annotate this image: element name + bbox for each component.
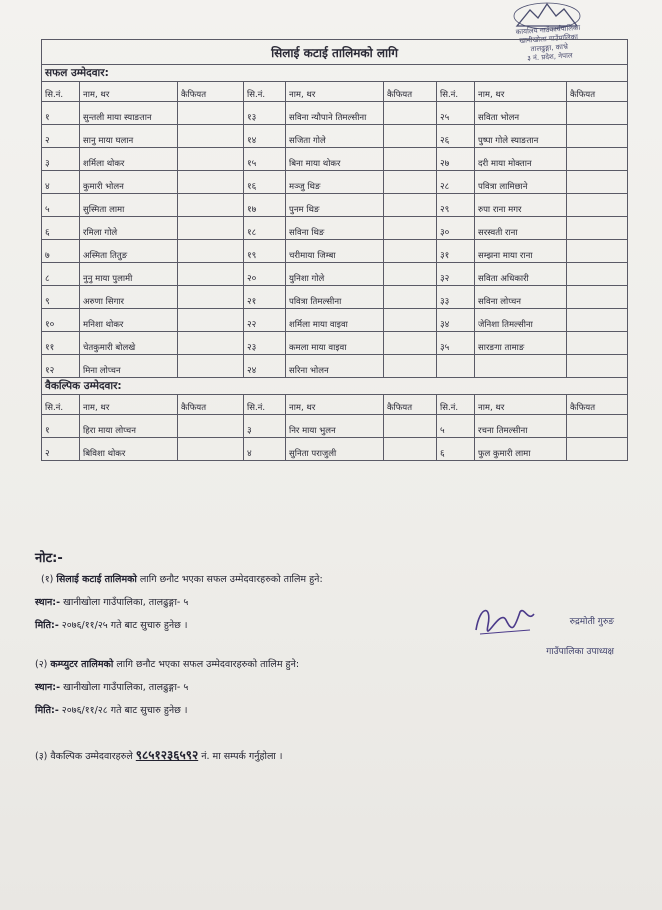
table-row xyxy=(42,148,628,171)
col-header-name: नाम, थर xyxy=(475,82,567,102)
remarks-cell xyxy=(567,332,628,355)
serial-number-cell: १४ xyxy=(244,125,286,148)
serial-number-cell: १२ xyxy=(42,355,80,378)
remarks-cell xyxy=(178,438,244,461)
header-row xyxy=(42,395,628,415)
candidate-name-cell: सारङगा तामाङ xyxy=(475,332,567,355)
remarks-cell xyxy=(384,332,437,355)
remarks-cell xyxy=(178,309,244,332)
remarks-cell xyxy=(567,286,628,309)
candidate-name-cell: सरिना भोलन xyxy=(286,355,384,378)
successful-candidates-label: सफल उम्मेदवार: xyxy=(42,65,628,82)
serial-number-cell: २१ xyxy=(244,286,286,309)
remarks-cell xyxy=(384,194,437,217)
date-label: मिति:- xyxy=(35,705,59,716)
table-row xyxy=(42,194,628,217)
note-number: (१) xyxy=(41,574,54,585)
remarks-cell xyxy=(178,125,244,148)
note-2-date: २०७६/११/२८ गते बाट सुचारु हुनेछ । xyxy=(58,705,188,716)
table-row xyxy=(42,263,628,286)
serial-number-cell: ६ xyxy=(437,438,475,461)
col-header-sn: सि.नं. xyxy=(244,395,286,415)
candidate-name-cell: सविना लोप्चन xyxy=(475,286,567,309)
candidate-name-cell: सविता अधिकारी xyxy=(475,263,567,286)
remarks-cell xyxy=(178,415,244,438)
serial-number-cell: २५ xyxy=(437,102,475,125)
table-row xyxy=(42,355,628,378)
remarks-cell xyxy=(567,355,628,378)
col-header-name: नाम, थर xyxy=(475,395,567,415)
place-label: स्थान:- xyxy=(35,597,61,608)
serial-number-cell: २६ xyxy=(437,125,475,148)
serial-number-cell: ८ xyxy=(42,263,80,286)
candidate-name-cell: सरस्वती राना xyxy=(475,217,567,240)
remarks-cell xyxy=(384,355,437,378)
candidate-table xyxy=(41,39,627,461)
note-2 xyxy=(35,657,615,716)
col-header-remarks: कैफियत xyxy=(178,82,244,102)
remarks-cell xyxy=(178,148,244,171)
serial-number-cell: ६ xyxy=(42,217,80,240)
candidate-name-cell: मनिशा थोकर xyxy=(80,309,178,332)
remarks-cell xyxy=(567,194,628,217)
candidate-name-cell: चेतकुमारी बोलखे xyxy=(80,332,178,355)
note-number: (२) xyxy=(35,659,48,670)
table-row xyxy=(42,286,628,309)
alternate-candidates-label: वैकल्पिक उम्मेदवार: xyxy=(42,378,628,395)
table-title: सिलाई कटाई तालिमको लागि xyxy=(42,40,628,65)
serial-number-cell: १७ xyxy=(244,194,286,217)
note-2-course: कम्प्युटर तालिमको xyxy=(50,659,114,670)
candidate-name-cell: मञ्जु थिङ xyxy=(286,171,384,194)
serial-number-cell: २७ xyxy=(437,148,475,171)
candidate-name-cell: शर्मिला थोकर xyxy=(80,148,178,171)
candidate-name-cell: सुन्तली माया स्याङतान xyxy=(80,102,178,125)
serial-number-cell: १३ xyxy=(244,102,286,125)
remarks-cell xyxy=(384,217,437,240)
candidate-name-cell: पुष्पा गोले स्याङतान xyxy=(475,125,567,148)
table-row xyxy=(42,438,628,461)
col-header-name: नाम, थर xyxy=(80,395,178,415)
candidate-name-cell: अस्मिता तितुङ xyxy=(80,240,178,263)
serial-number-cell: ३५ xyxy=(437,332,475,355)
col-header-remarks: कैफियत xyxy=(567,82,628,102)
table-row xyxy=(42,125,628,148)
remarks-cell xyxy=(567,415,628,438)
serial-number-cell: ३२ xyxy=(437,263,475,286)
serial-number-cell: ३१ xyxy=(437,240,475,263)
remarks-cell xyxy=(384,102,437,125)
table-row xyxy=(42,332,628,355)
serial-number-cell: ३४ xyxy=(437,309,475,332)
note-3 xyxy=(35,746,615,763)
table-row xyxy=(42,102,628,125)
candidate-name-cell: पुनम थिङ xyxy=(286,194,384,217)
remarks-cell xyxy=(567,148,628,171)
remarks-cell xyxy=(567,102,628,125)
serial-number-cell: २३ xyxy=(244,332,286,355)
serial-number-cell: १९ xyxy=(244,240,286,263)
signatory-title: गाउँपालिका उपाध्यक्ष xyxy=(546,647,614,657)
col-header-sn: सि.नं. xyxy=(437,395,475,415)
notes-section xyxy=(35,548,615,773)
col-header-remarks: कैफियत xyxy=(384,82,437,102)
serial-number-cell: ७ xyxy=(42,240,80,263)
remarks-cell xyxy=(178,355,244,378)
serial-number-cell: ४ xyxy=(42,171,80,194)
remarks-cell xyxy=(567,125,628,148)
serial-number-cell: ५ xyxy=(42,194,80,217)
table-row xyxy=(42,217,628,240)
date-label: मिति:- xyxy=(35,620,59,631)
serial-number-cell: २८ xyxy=(437,171,475,194)
remarks-cell xyxy=(384,125,437,148)
remarks-cell xyxy=(384,263,437,286)
candidate-name-cell: बिविशा थोकर xyxy=(80,438,178,461)
table-row xyxy=(42,171,628,194)
col-header-name: नाम, थर xyxy=(286,395,384,415)
candidate-name-cell: अरुणा सिगार xyxy=(80,286,178,309)
remarks-cell xyxy=(567,171,628,194)
remarks-cell xyxy=(178,217,244,240)
serial-number-cell: ३० xyxy=(437,217,475,240)
remarks-cell xyxy=(384,148,437,171)
serial-number-cell: ११ xyxy=(42,332,80,355)
serial-number-cell: २२ xyxy=(244,309,286,332)
col-header-sn: सि.नं. xyxy=(244,82,286,102)
remarks-cell xyxy=(567,217,628,240)
col-header-name: नाम, थर xyxy=(80,82,178,102)
col-header-sn: सि.नं. xyxy=(42,82,80,102)
remarks-cell xyxy=(567,438,628,461)
signature-block xyxy=(470,600,620,660)
table-row xyxy=(42,415,628,438)
note-1-course: सिलाई कटाई तालिमको xyxy=(56,574,137,585)
remarks-cell xyxy=(567,240,628,263)
candidate-name-cell: सम्झना माया राना xyxy=(475,240,567,263)
candidate-name-cell: निर माया भुलन xyxy=(286,415,384,438)
serial-number-cell: ४ xyxy=(244,438,286,461)
serial-number-cell: २ xyxy=(42,438,80,461)
col-header-sn: सि.नं. xyxy=(437,82,475,102)
candidate-name-cell: सानु माया घलान xyxy=(80,125,178,148)
serial-number-cell: २ xyxy=(42,125,80,148)
remarks-cell xyxy=(567,263,628,286)
serial-number-cell: २९ xyxy=(437,194,475,217)
remarks-cell xyxy=(178,332,244,355)
candidate-name-cell: फुल कुमारी लामा xyxy=(475,438,567,461)
candidate-name-cell: युनिशा गोले xyxy=(286,263,384,286)
col-header-sn: सि.नं. xyxy=(42,395,80,415)
serial-number-cell: १८ xyxy=(244,217,286,240)
contact-phone-number: ९८५१२३६५९२ xyxy=(135,748,199,762)
col-header-remarks: कैफियत xyxy=(567,395,628,415)
candidate-name-cell: रमिला गोले xyxy=(80,217,178,240)
seal-line: खानीखोला गाउँपालिका xyxy=(519,32,579,46)
candidate-name-cell: पवित्रा तिमल्सीना xyxy=(286,286,384,309)
signature-scribble-icon xyxy=(470,600,550,640)
candidate-name-cell: जेनिशा तिमल्सीना xyxy=(475,309,567,332)
remarks-cell xyxy=(178,263,244,286)
signatory-name: रुद्रमोती गुरुङ xyxy=(569,617,614,627)
serial-number-cell: १५ xyxy=(244,148,286,171)
remarks-cell xyxy=(384,286,437,309)
candidate-name-cell: सुनिता पराजुली xyxy=(286,438,384,461)
serial-number-cell: १० xyxy=(42,309,80,332)
candidate-name-cell: कुमारी भोलन xyxy=(80,171,178,194)
note-1-place: खानीखोला गाउँपालिका, तालढुङ्गा- ५ xyxy=(60,597,189,608)
serial-number-cell: २४ xyxy=(244,355,286,378)
candidate-name-cell: सुस्मिता लामा xyxy=(80,194,178,217)
remarks-cell xyxy=(384,309,437,332)
candidate-name-cell: सविता भोलन xyxy=(475,102,567,125)
remarks-cell xyxy=(384,240,437,263)
candidate-name-cell: रचना तिमल्सीना xyxy=(475,415,567,438)
remarks-cell xyxy=(384,438,437,461)
remarks-cell xyxy=(384,171,437,194)
candidate-name-cell: बिना माया थोकर xyxy=(286,148,384,171)
remarks-cell xyxy=(384,415,437,438)
remarks-cell xyxy=(567,309,628,332)
notes-heading: नोट:- xyxy=(35,551,63,566)
col-header-remarks: कैफियत xyxy=(178,395,244,415)
serial-number-cell: ३३ xyxy=(437,286,475,309)
candidate-name-cell: सविना थिङ xyxy=(286,217,384,240)
serial-number-cell: ३ xyxy=(244,415,286,438)
serial-number-cell: ५ xyxy=(437,415,475,438)
col-header-remarks: कैफियत xyxy=(384,395,437,415)
table-row xyxy=(42,309,628,332)
remarks-cell xyxy=(178,240,244,263)
serial-number-cell: १ xyxy=(42,415,80,438)
seal-line: कार्यालय गाउँकार्यपालिका xyxy=(515,23,581,37)
serial-number-cell xyxy=(437,355,475,378)
table-row xyxy=(42,240,628,263)
note-2-text: लागि छनौट भएका सफल उम्मेदवारहरुको तालिम हुने: xyxy=(113,659,300,670)
candidate-name-cell: दरी माया मोक्तान xyxy=(475,148,567,171)
serial-number-cell: १ xyxy=(42,102,80,125)
note-2-place: खानीखोला गाउँपालिका, तालढुङ्गा- ५ xyxy=(60,682,189,693)
candidate-name-cell: नुनु माया पुलामी xyxy=(80,263,178,286)
serial-number-cell: २० xyxy=(244,263,286,286)
header-row xyxy=(42,82,628,102)
candidate-name-cell: कमला माया वाइवा xyxy=(286,332,384,355)
col-header-name: नाम, थर xyxy=(286,82,384,102)
candidate-name-cell: रुपा राना मगर xyxy=(475,194,567,217)
candidate-name-cell: पवित्रा लामिछाने xyxy=(475,171,567,194)
seal-line: तालढुङ्गा, काभ्रे xyxy=(530,42,569,54)
serial-number-cell: १६ xyxy=(244,171,286,194)
candidate-name-cell: सविना न्यौपाने तिमल्सीना xyxy=(286,102,384,125)
place-label: स्थान:- xyxy=(35,682,61,693)
remarks-cell xyxy=(178,286,244,309)
candidate-name-cell: शर्मिला माया वाइवा xyxy=(286,309,384,332)
remarks-cell xyxy=(178,194,244,217)
note-3-rest: नं. मा सम्पर्क गर्नुहोला । xyxy=(198,751,283,762)
note-3-text: (३) वैकल्पिक उम्मेदवारहरुले xyxy=(35,751,133,762)
note-1-text: लागि छनौट भएका सफल उम्मेदवारहरुको तालिम हुने: xyxy=(136,574,323,585)
seal-line: ३ नं. प्रदेश, नेपाल xyxy=(526,51,573,63)
note-1-date: २०७६/११/२५ गते बाट सुचारु हुनेछ । xyxy=(58,620,188,631)
serial-number-cell: ३ xyxy=(42,148,80,171)
candidate-name-cell: चरीमाया जिम्बा xyxy=(286,240,384,263)
remarks-cell xyxy=(178,102,244,125)
candidate-name-cell xyxy=(475,355,567,378)
candidate-name-cell: हिरा माया लोप्चन xyxy=(80,415,178,438)
remarks-cell xyxy=(178,171,244,194)
candidate-name-cell: सजिता गोले xyxy=(286,125,384,148)
candidate-name-cell: मिना लोप्चन xyxy=(80,355,178,378)
serial-number-cell: ९ xyxy=(42,286,80,309)
